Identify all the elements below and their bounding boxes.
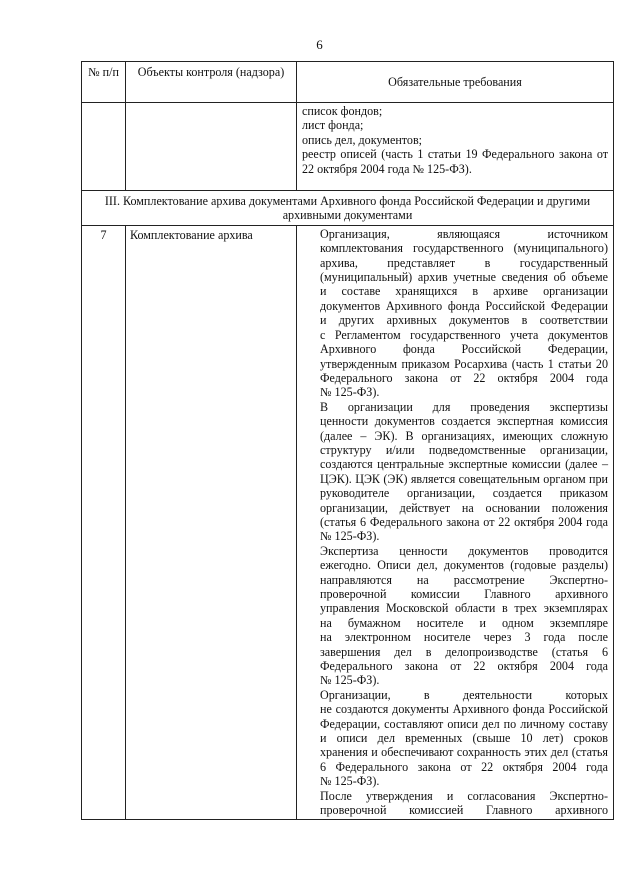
requirement-line: хранения и обеспечивают сохранность этих дел (статья xyxy=(320,745,608,760)
header-num-text: № п/п xyxy=(88,65,119,79)
page-number: 6 xyxy=(316,37,323,52)
requirement-line: утвержденным приказом Росархива (часть 1 статьи 20 xyxy=(320,356,608,371)
requirement-line: проверочной комиссией Главного архивного xyxy=(320,803,608,818)
requirement-line: Архивного фонда Российской Федерации, xyxy=(320,342,608,357)
requirement-line: с Регламентом государственного учета документов xyxy=(320,327,608,342)
requirement-line: (статья 6 Федерального закона от 22 октября 2004 года xyxy=(320,514,608,529)
requirement-line: комплектования государственного (муниципального) xyxy=(320,241,608,256)
requirement-line: Организация, являющаяся источником xyxy=(320,226,608,241)
requirement-line: завершения дел в делопроизводстве (статья 6 xyxy=(320,644,608,659)
requirement-paragraph xyxy=(302,688,608,789)
requirement-line: (далее – ЭК). В организациях, имеющих сложную xyxy=(320,428,608,443)
requirement-line: организации, действует на основании положения xyxy=(320,500,608,515)
continuation-object-cell xyxy=(126,103,297,191)
header-requirements-text: Обязательные требования xyxy=(388,75,522,90)
requirement-line: руководителе организации, создается приказом xyxy=(320,486,608,501)
requirement-line: не создаются документы Архивного фонда Российской xyxy=(320,702,608,717)
header-objects xyxy=(126,62,297,103)
requirement-line: ЦЭК). ЦЭК (ЭК) является совещательным органом при xyxy=(320,471,608,486)
requirement-line: № 125-ФЗ). xyxy=(320,529,380,544)
requirement-line: № 125-ФЗ). xyxy=(320,385,380,400)
requirement-line: ценности документов создается экспертная комиссия xyxy=(320,414,608,429)
row-object: Комплектование архива xyxy=(126,225,297,819)
requirement-line: и описи дел временных (свыше 10 лет) сроков xyxy=(320,731,608,746)
requirement-line: на бумажном носителе и одном экземпляре xyxy=(320,615,608,630)
requirement-line: Организации, в деятельности которых xyxy=(320,687,608,702)
requirement-line: ежегодно. Описи дел, документов (годовые разделы) xyxy=(320,558,608,573)
requirement-line: В организации для проведения экспертизы xyxy=(320,399,608,414)
requirement-line: (муниципальный) архив учетные сведения об объеме xyxy=(320,270,608,285)
table-row xyxy=(82,225,614,819)
row-number: 7 xyxy=(82,225,126,819)
header-objects-text: Объекты контроля (надзора) xyxy=(137,65,285,79)
requirement-line: проверочной комиссии Главного архивного xyxy=(320,587,608,601)
list-item: реестр описей (часть 1 статьи 19 Федерального закона от 22 октября 2004 года № 125-ФЗ). xyxy=(302,147,608,176)
table-header-row xyxy=(82,62,614,103)
continuation-row xyxy=(82,103,614,191)
requirement-paragraph xyxy=(302,789,608,818)
requirement-line: направляются на рассмотрение Экспертно- xyxy=(320,572,608,587)
section-title: III. Комплектование архива документами Архивного фонда Российской Федерации и другими архивными документами xyxy=(82,191,614,226)
requirement-line: структуру и/или подведомственные организации, xyxy=(320,442,608,457)
requirement-line: Федерального закона от 22 октября 2004 года xyxy=(320,370,608,385)
requirement-paragraph xyxy=(302,544,608,688)
requirement-line: архива, представляет в государственный xyxy=(320,255,608,270)
continuation-num-cell xyxy=(82,103,126,191)
row-requirements xyxy=(297,225,614,819)
list-item: список фондов; xyxy=(302,104,383,118)
header-num xyxy=(82,62,126,103)
header-requirements xyxy=(297,62,614,103)
requirement-line: и других архивных документов в соответствии xyxy=(320,313,608,328)
requirement-line: 6 Федерального закона от 22 октября 2004 года xyxy=(320,759,608,774)
list-item: лист фонда; xyxy=(302,118,364,133)
section-row xyxy=(82,191,614,226)
requirement-line: создаются центральные экспертные комиссии (далее – xyxy=(320,457,608,472)
requirement-line: № 125-ФЗ). xyxy=(320,673,380,688)
list-item: опись дел, документов; xyxy=(302,132,423,147)
requirement-line: После утверждения и согласования Экспертно- xyxy=(320,788,608,803)
requirement-line: Экспертиза ценности документов проводится xyxy=(320,543,608,558)
requirement-line: на электронном носителе через 3 года после xyxy=(320,630,608,645)
requirement-paragraph xyxy=(302,227,608,400)
requirement-line: Федерального закона от 22 октября 2004 года xyxy=(320,659,608,674)
requirement-line: № 125-ФЗ). xyxy=(320,774,380,789)
control-objects-table xyxy=(81,61,614,820)
continuation-requirements-cell xyxy=(297,103,614,191)
requirement-line: и составе хранящихся в архиве организации xyxy=(320,284,608,299)
requirement-line: управления Московской области в трех экземплярах xyxy=(320,601,608,616)
requirement-line: Федерации, составляют описи дел по личному составу xyxy=(320,716,608,731)
requirement-line: документов Архивного фонда Российской Федерации xyxy=(320,298,608,313)
requirement-paragraph xyxy=(302,400,608,544)
